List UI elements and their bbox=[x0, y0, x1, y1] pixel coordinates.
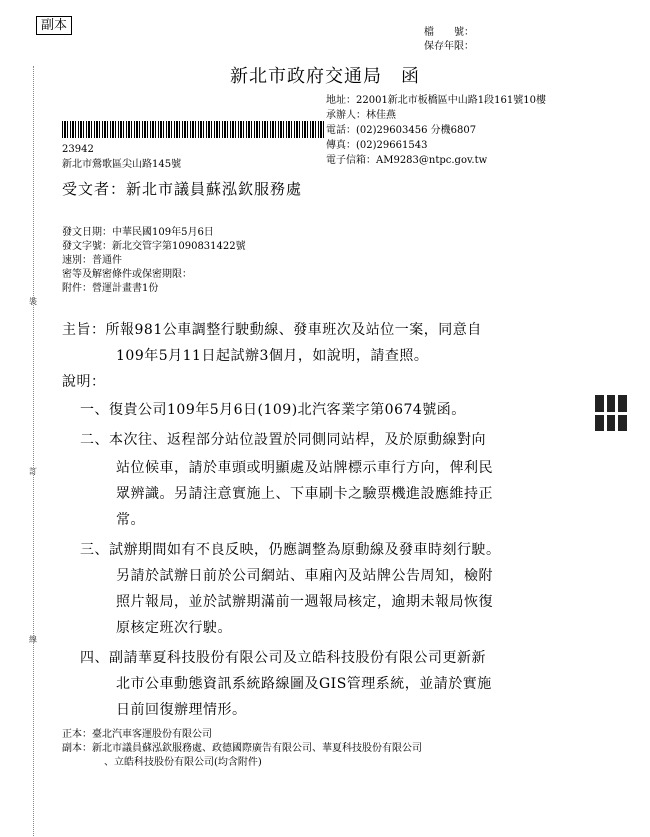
delivery-speed: 速別：普通件 bbox=[62, 255, 122, 266]
mailing-zip: 23942 bbox=[62, 144, 94, 155]
security-level: 密等及解密條件或保密期限： bbox=[62, 269, 192, 280]
item-3-line-3: 照片報局，並於試辦期滿前一週報局核定，逾期未報局恢復 bbox=[116, 594, 493, 610]
item-1: 一、復貴公司109年5月6日(109)北汽客業字第0674號函。 bbox=[80, 402, 466, 418]
subject-line-2: 109年5月11日起試辦3個月，如說明，請查照。 bbox=[116, 348, 429, 364]
copy-stamp-label: 副本 bbox=[36, 16, 72, 35]
item-2-line-4: 常。 bbox=[116, 512, 145, 528]
margin-mark-line: 線 bbox=[29, 635, 37, 644]
archive-number-label: 檔 號： bbox=[424, 27, 474, 38]
subject-line-1: 主旨：所報981公車調整行駛動線、發車班次及站位一案，同意自 bbox=[62, 322, 482, 338]
explanation-label: 說明： bbox=[62, 374, 106, 390]
item-2-line-1: 二、本次往、返程部分站位設置於同側同站桿，及於原動線對向 bbox=[80, 432, 486, 448]
original-recipient: 正本：臺北汽車客運股份有限公司 bbox=[62, 729, 212, 740]
contact-email: 電子信箱：AM9283@ntpc.gov.tw bbox=[326, 155, 488, 166]
item-3-line-1: 三、試辦期間如有不良反映，仍應調整為原動線及發車時刻行駛。 bbox=[80, 542, 501, 558]
contact-address: 地址：22001新北市板橋區中山路1段161號10樓 bbox=[326, 95, 546, 106]
item-3-line-4: 原核定班次行駛。 bbox=[116, 620, 232, 636]
binding-margin-line bbox=[33, 66, 34, 836]
recipient: 受文者：新北市議員蘇泓欽服務處 bbox=[62, 180, 303, 198]
margin-mark-order: 訂 bbox=[29, 467, 37, 476]
attachment: 附件：營運計畫書1份 bbox=[62, 283, 159, 294]
margin-mark-bind: 裝 bbox=[29, 297, 37, 306]
mailing-address: 新北市鶯歌區尖山路145號 bbox=[62, 159, 182, 170]
contact-phone: 電話：(02)29603456 分機6807 bbox=[326, 125, 477, 136]
contact-fax: 傳真：(02)29661543 bbox=[326, 140, 428, 151]
item-4-line-2: 北市公車動態資訊系統路線圖及GIS管理系統，並請於實施 bbox=[116, 676, 492, 692]
document-title: 新北市政府交通局 函 bbox=[230, 66, 420, 87]
retention-period-label: 保存年限： bbox=[424, 41, 474, 52]
official-seal-stamp bbox=[594, 394, 628, 432]
contact-handler: 承辦人：林佳燕 bbox=[326, 110, 396, 121]
issue-date: 發文日期：中華民國109年5月6日 bbox=[62, 227, 214, 238]
item-4-line-3: 日前回復辦理情形。 bbox=[116, 702, 247, 718]
item-2-line-2: 站位候車，請於車頭或明顯處及站牌標示車行方向，俾利民 bbox=[116, 460, 493, 476]
copy-recipients-line-1: 副本：新北市議員蘇泓欽服務處、政德國際廣告有限公司、華夏科技股份有限公司 bbox=[62, 743, 422, 754]
item-3-line-2: 另請於試辦日前於公司網站、車廂內及站牌公告周知，檢附 bbox=[116, 568, 493, 584]
copy-recipients-line-2: 、立皓科技股份有限公司(均含附件) bbox=[104, 757, 262, 768]
issue-number: 發文字號：新北交管字第1090831422號 bbox=[62, 241, 246, 252]
barcode bbox=[62, 121, 324, 138]
item-4-line-1: 四、副請華夏科技股份有限公司及立皓科技股份有限公司更新新 bbox=[80, 650, 486, 666]
item-2-line-3: 眾辨識。另請注意實施上、下車刷卡之驗票機進設應維持正 bbox=[116, 486, 493, 502]
